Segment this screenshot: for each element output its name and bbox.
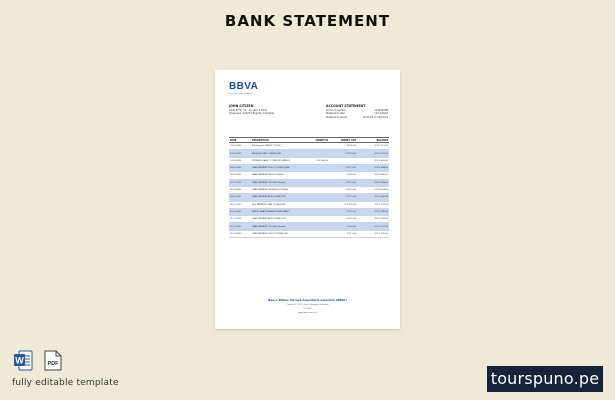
table-row [229,201,389,208]
account-row-value: 11/11/2022 [374,112,388,116]
row-money-out: COP 10.00 [329,186,357,193]
row-description: CARD PAYMENT TESCO STORES 3438 [251,165,307,172]
row-money-in [307,179,329,186]
word-icon [14,350,33,371]
row-description: CARD PAYMENT ALDI STORES LTD [251,216,307,223]
row-money-in [307,223,329,230]
row-money-out: COP 90.00 [329,143,357,150]
page-title: BANK STATEMENT [224,12,391,30]
row-date: 05.11.2022 [229,208,251,215]
account-row-value: 123456789 [374,109,388,112]
column-header-money-out: MONEY OUT [329,138,357,143]
row-money-in [307,230,329,237]
account-row-label: Statement date [326,112,345,116]
row-money-out: COP 9.00 [329,208,357,215]
row-money-in: COP 360.00 [307,157,329,164]
row-money-out: COP 10.00 [329,194,357,201]
pdf-icon [44,350,62,371]
row-description: ANTHONY SMIT CONTROLFIN [251,150,307,157]
row-money-out: COP 6.00 [329,223,357,230]
table-row [229,230,389,237]
row-date: 02.11.2022 [229,201,251,208]
row-money-out: COP 247.00 [329,201,357,208]
table-row [229,216,389,223]
row-date: 13.10.2022 [229,150,251,157]
row-date: 18.10.2022 [229,172,251,179]
bank-logo: BBVA [229,81,259,92]
svg-text:W: W [15,355,24,366]
footer-address: Carrera 9 72-21, Piso 5, Bogotá, Colombia [286,304,329,306]
row-money-in [307,143,329,150]
row-money-out: COP 17.00 [329,165,357,172]
row-description: CARD PAYMENT ALDI STORES LTD [251,194,307,201]
column-header-description: DESCRIPTION [251,138,307,143]
row-money-out [329,157,357,164]
row-description: CARD PAYMENT TESCO STORES LTD [251,230,307,237]
row-date: 28.10.2022 [229,194,251,201]
table-row [229,179,389,186]
row-balance: COP 2,036.00 [357,172,389,179]
row-description: CARD PAYMENT TESCO STORES [251,172,307,179]
row-balance: COP 1,737.00 [357,223,389,230]
column-header-date: DATE [229,138,251,143]
row-balance: COP 1,711.00 [357,143,389,150]
row-description: CARD PAYMENT GOOGLE Youtube [251,179,307,186]
row-balance: COP 2,044.00 [357,165,389,172]
table-row [229,186,389,193]
row-date: 25.10.2022 [229,186,251,193]
customer-address-line1: Calle 67 N° 13 - 21, Piso 2 Torre [229,109,267,112]
row-money-in [307,186,329,193]
row-balance: COP 2,024.00 [357,179,389,186]
statement-document [215,70,400,329]
row-date: 13.10.2022 [229,143,251,150]
account-row-label: Statement period [326,115,347,119]
row-money-out: COP 7.00 [329,230,357,237]
table-row [229,165,389,172]
table-row [229,223,389,230]
row-balance: COP 1,730.00 [357,230,389,237]
row-balance: COP 1,757.00 [357,201,389,208]
row-money-out: COP 12.00 [329,179,357,186]
account-summary-title: ACCOUNT STATEMENT [326,104,366,108]
row-balance: COP 2,004.00 [357,194,389,201]
table-row [229,143,389,150]
row-balance: COP 1,748.00 [357,208,389,215]
row-money-out: COP 8.00 [329,172,357,179]
caption-text: fully editable template [12,378,119,388]
footer-phone: 01 8000 [303,308,312,310]
bank-logo-tagline: Creando Oportunidades [229,93,253,95]
column-header-money-in: MONEY IN [307,138,329,143]
row-money-out: COP 5.00 [329,216,357,223]
row-money-in [307,216,329,223]
row-balance: COP 1,701.00 [357,150,389,157]
customer-name: JOHN CITIZEN [229,104,254,108]
row-date: 11.11.2022 [229,230,251,237]
row-description: DIRECT DEBIT GREEN STORES DIRECT [251,208,307,215]
account-row [326,116,388,119]
row-money-in [307,150,329,157]
customer-address-line2: Chapinero, 110231 Bogotá, Colombia [229,112,274,115]
row-money-in [307,165,329,172]
column-header-balance: BALANCE [357,138,389,143]
row-description: Bill Payment DIRECT TOP-UP [251,143,307,150]
transactions-table [229,137,389,238]
row-balance: COP 2,014.00 [357,186,389,193]
row-balance: COP 2,061.00 [357,157,389,164]
row-date: 20.10.2022 [229,179,251,186]
row-money-out: COP 10.00 [329,150,357,157]
account-row-value: 10/11/22 to 10/11/22 [362,115,388,119]
row-date: 21.11.2022 [229,216,251,223]
table-row [229,208,389,215]
row-description: CARD PAYMENT DUCHESS GUTTERS [251,186,307,193]
row-date: 13.10.2022 [229,157,251,164]
row-money-in [307,172,329,179]
table-row [229,157,389,164]
row-date: 14.10.2022 [229,165,251,172]
account-row-label: Account number [326,109,346,112]
row-date: 25.11.2022 [229,223,251,230]
account-summary [326,104,388,119]
footer-bank-name: Banco Bilbao Vizcaya Argentaria Colombia (BBVA) [268,298,347,302]
footer-website: www.bbva.com.co [298,312,317,314]
brand-badge[interactable]: tourspuno.pe [487,366,603,392]
row-description: CARD PAYMENT GOOGLE Youtube [251,223,307,230]
row-money-in [307,208,329,215]
table-row [229,172,389,179]
table-row [229,150,389,157]
row-balance: COP 1,743.00 [357,216,389,223]
svg-text:PDF: PDF [47,361,59,367]
row-description: BILL PAYMENT LOAN OF SALFORD [251,201,307,208]
row-money-in [307,201,329,208]
customer-info [229,104,309,115]
table-row [229,194,389,201]
row-description: STRIDER LOANS CO CREDITO-MERLIN [251,157,307,164]
row-money-in [307,194,329,201]
